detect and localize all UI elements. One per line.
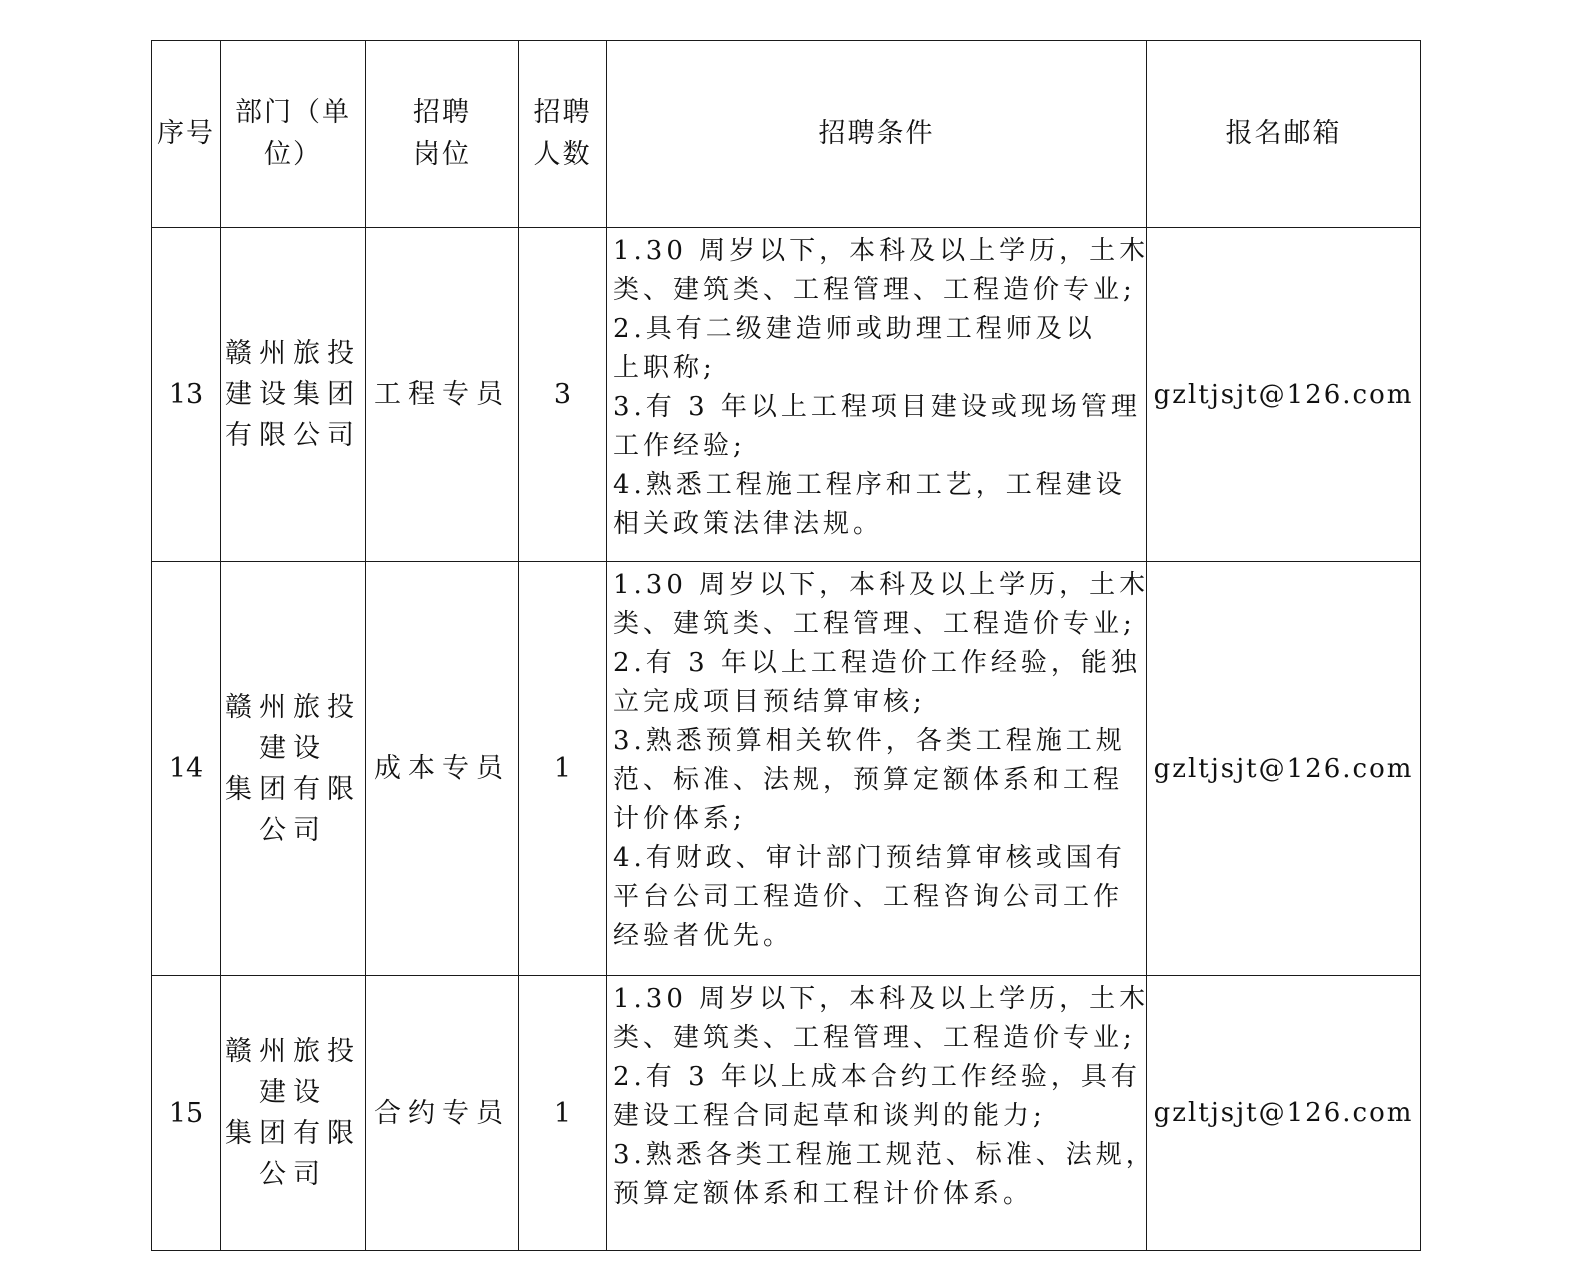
row-seq: 13 <box>152 228 221 562</box>
row-position: 成本专员 <box>366 562 519 976</box>
row-conditions: 1.30 周岁以下，本科及以上学历，土木 类、建筑类、工程管理、工程造价专业; 2.有 3 年以上成本合约工作经验，具有 建设工程合同起草和谈判的能力; 3.熟悉各类工程施工规范、标准、法规， 预算定额体系和工程计价体系。 <box>607 976 1147 1251</box>
recruitment-table <box>151 40 1421 1251</box>
row-conditions: 1.30 周岁以下，本科及以上学历，土木 类、建筑类、工程管理、工程造价专业; 2.具有二级建造师或助理工程师及以 上职称; 3.有 3 年以上工程项目建设或现场管理 工作经验; 4.熟悉工程施工程序和工艺，工程建设 相关政策法律法规。 <box>607 228 1147 562</box>
row-email: gzltjsjt@126.com <box>1147 976 1421 1251</box>
table-row <box>152 562 1421 976</box>
table-row <box>152 228 1421 562</box>
row-headcount: 3 <box>519 228 607 562</box>
header-seq: 序号 <box>152 41 221 228</box>
header-conditions: 招聘条件 <box>607 41 1147 228</box>
header-department: 部门（单 位） <box>221 41 366 228</box>
row-department: 赣州旅投 建设集团 有限公司 <box>221 228 366 562</box>
header-email: 报名邮箱 <box>1147 41 1421 228</box>
row-headcount: 1 <box>519 562 607 976</box>
row-conditions: 1.30 周岁以下，本科及以上学历，土木 类、建筑类、工程管理、工程造价专业; 2.有 3 年以上工程造价工作经验，能独 立完成项目预结算审核; 3.熟悉预算相关软件，各类工程施工规 范、标准、法规，预算定额体系和工程 计价体系; 4.有财政、审计部门预结算审核或国有 平台公司工程造价、工程咨询公司工作 经验者优先。 <box>607 562 1147 976</box>
row-seq: 14 <box>152 562 221 976</box>
header-position: 招聘 岗位 <box>366 41 519 228</box>
row-department: 赣州旅投 建设 集团有限 公司 <box>221 562 366 976</box>
row-position: 合约专员 <box>366 976 519 1251</box>
row-department: 赣州旅投 建设 集团有限 公司 <box>221 976 366 1251</box>
row-seq: 15 <box>152 976 221 1251</box>
row-email: gzltjsjt@126.com <box>1147 228 1421 562</box>
row-headcount: 1 <box>519 976 607 1251</box>
row-position: 工程专员 <box>366 228 519 562</box>
table-row <box>152 976 1421 1251</box>
row-email: gzltjsjt@126.com <box>1147 562 1421 976</box>
header-headcount: 招聘 人数 <box>519 41 607 228</box>
table-header-row <box>152 41 1421 228</box>
